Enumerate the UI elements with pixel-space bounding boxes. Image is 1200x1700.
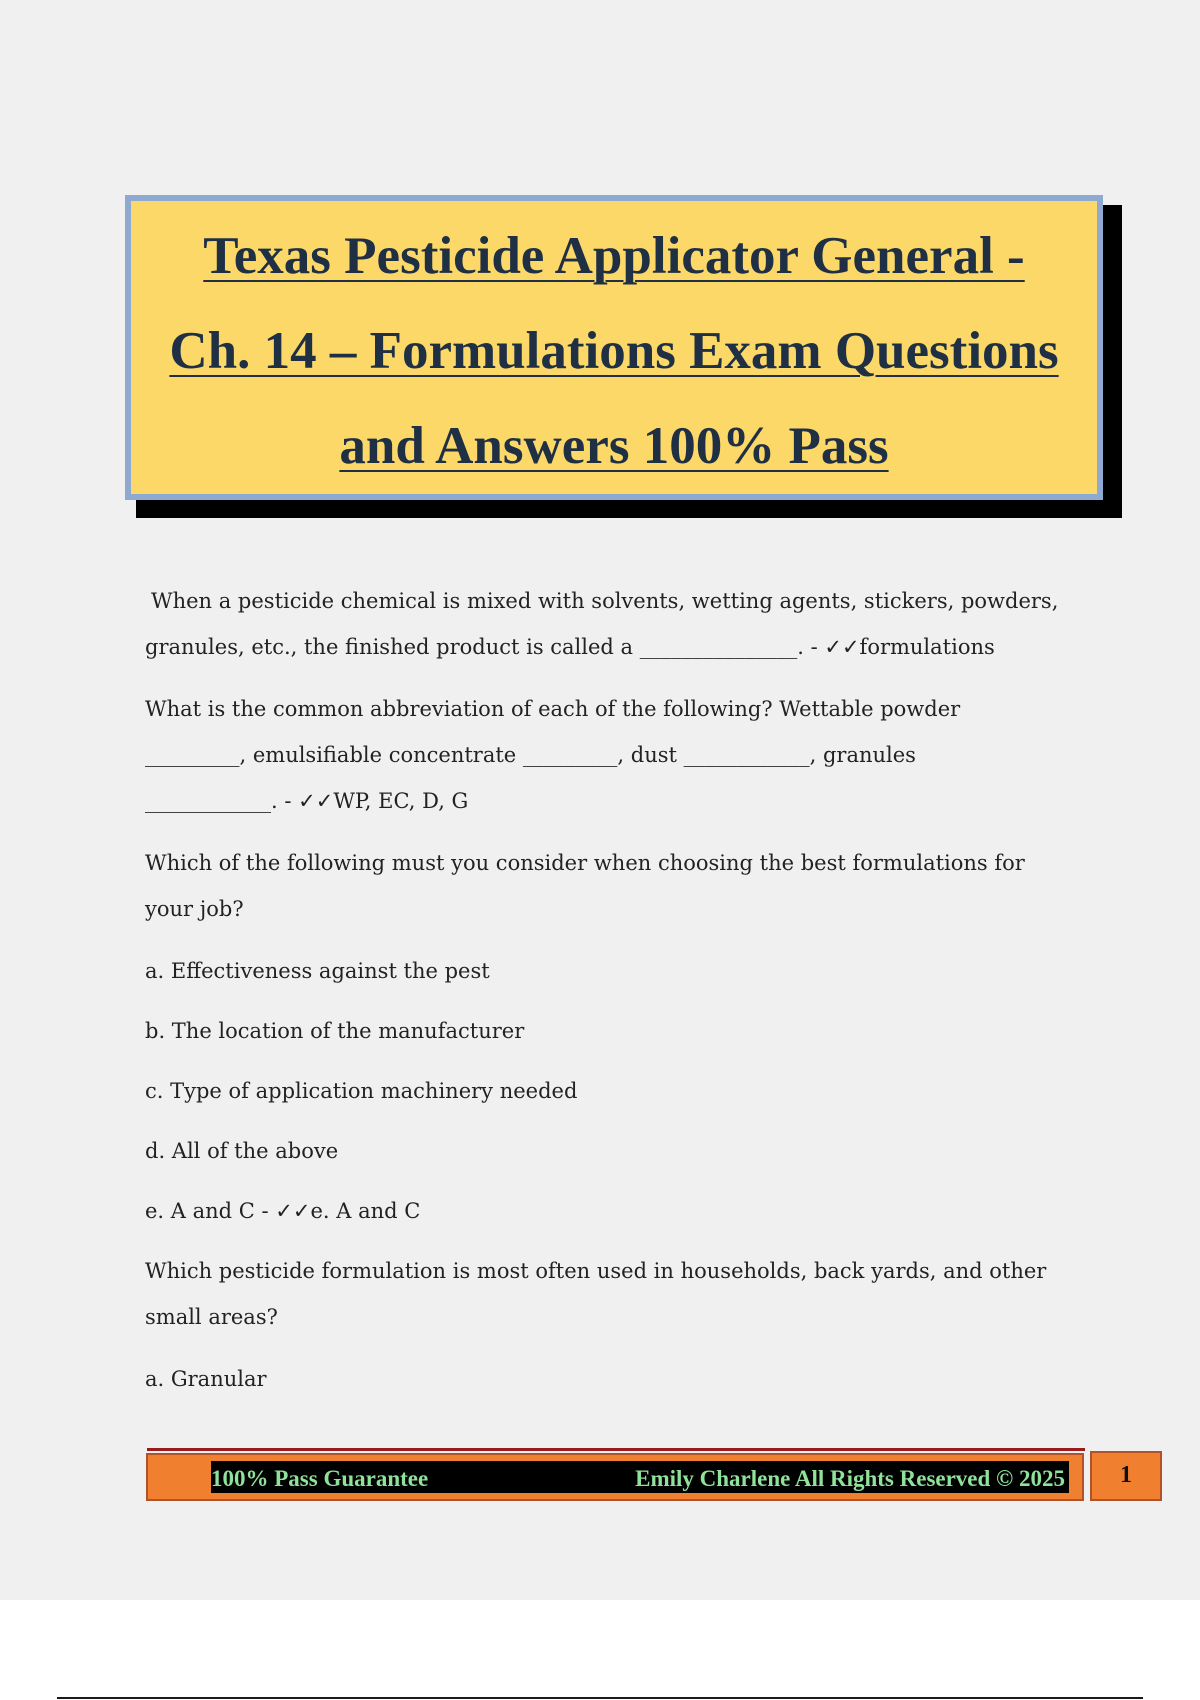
question-3-option-e: e. A and C - ✓✓e. A and C [145,1199,421,1223]
title-box [125,195,1103,500]
question-3-option-c: c. Type of application machinery needed [145,1079,578,1103]
question-1-line-1: When a pesticide chemical is mixed with solvents, wetting agents, stickers, powders, [151,589,1059,613]
question-2 [145,686,1075,824]
footer-text-band [211,1461,1069,1493]
question-3-option-a: a. Effectiveness against the pest [145,959,490,983]
question-2-line-3: ____________. - ✓✓WP, EC, D, G [145,789,469,813]
question-4 [145,1248,1075,1340]
page-number: 1 [1090,1451,1162,1501]
question-list [145,578,1075,1416]
question-4-line-1: Which pesticide formulation is most often used in households, back yards, and other [145,1259,1047,1283]
question-1 [145,578,1075,670]
question-1-line-2: granules, etc., the finished product is called a _______________. - ✓✓formulations [145,635,995,659]
title-line-1: Texas Pesticide Applicator General - [203,227,1025,285]
footer-bar [146,1453,1084,1501]
footer-guarantee-text: 100% Pass Guarantee [211,1466,429,1491]
footer-copyright-text: Emily Charlene All Rights Reserved © 2025 [635,1466,1065,1491]
question-2-line-2: _________, emulsifiable concentrate _________, dust ____________, granules [145,743,916,767]
question-4-line-2: small areas? [145,1305,278,1329]
question-3-option-b: b. The location of the manufacturer [145,1019,525,1043]
question-3-option-d: d. All of the above [145,1139,339,1163]
question-3 [145,840,1075,932]
question-3-line-2: your job? [145,897,244,921]
title-line-3: and Answers 100% Pass [339,417,889,475]
next-page-top-rule [57,1697,1143,1699]
footer-divider [147,1448,1085,1451]
title-line-2: Ch. 14 – Formulations Exam Questions [169,322,1059,380]
question-2-line-1: What is the common abbreviation of each of the following? Wettable powder [145,697,961,721]
question-4-option-a: a. Granular [145,1367,267,1391]
question-3-line-1: Which of the following must you consider when choosing the best formulations for [145,851,1025,875]
document-title [131,209,1097,494]
